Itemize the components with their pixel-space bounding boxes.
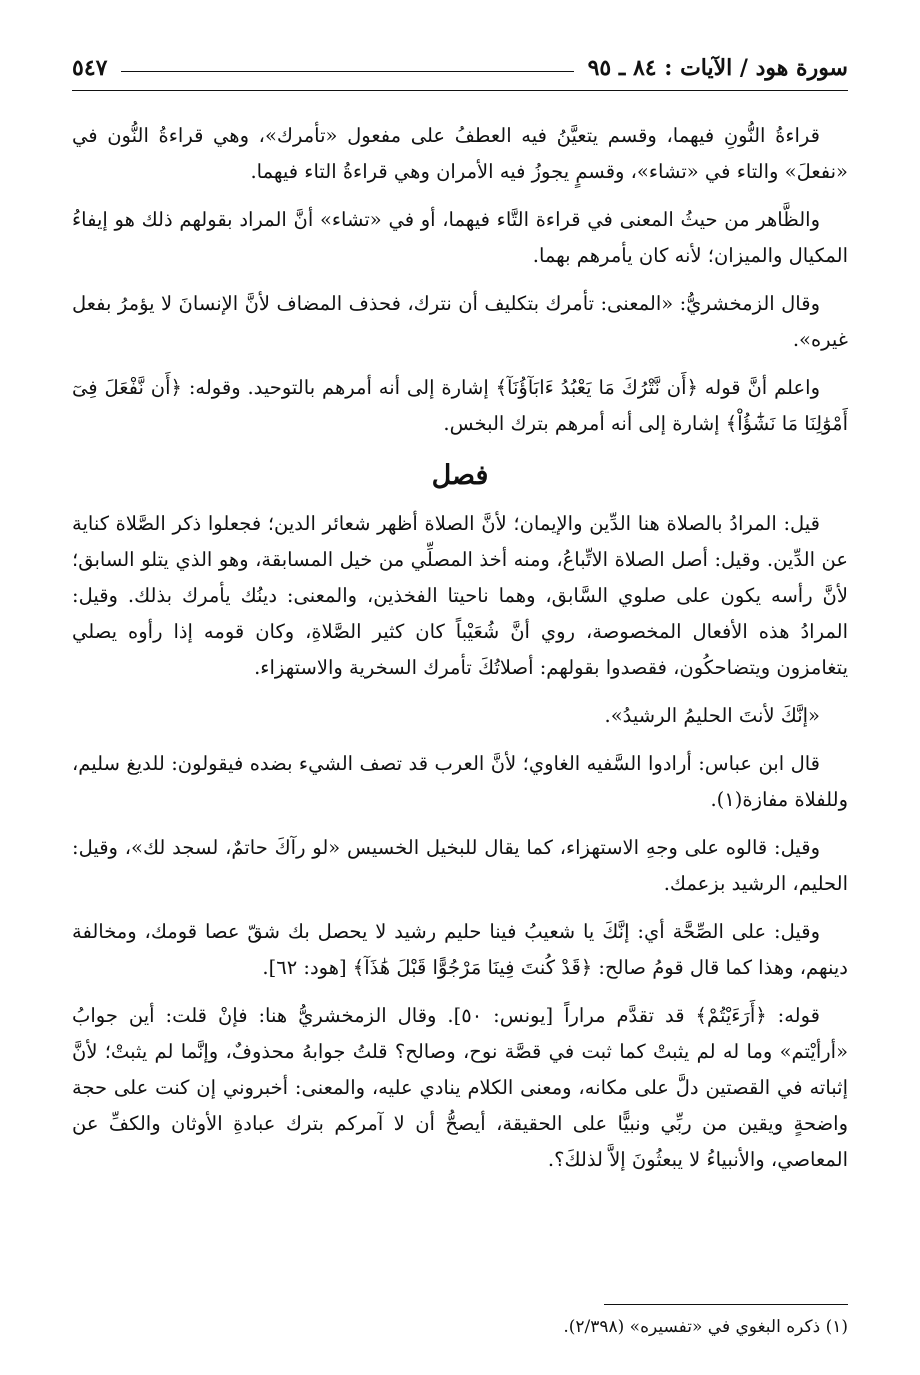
paragraph: وقيل: قالوه على وجهِ الاستهزاء، كما يقال للبخيل الخسيس «لو رآكَ حاتمٌ، لسجد لك»، وقيل: الحليم، الرشيد بزعمك. bbox=[72, 836, 848, 895]
footnote: (١) ذكره البغوي في «تفسيره» (٢/٣٩٨). bbox=[563, 1317, 848, 1337]
page-number: ٥٤٧ bbox=[72, 55, 108, 81]
paragraph: وقال الزمخشريُّ: «المعنى: تأمرك بتكليف أن نترك، فحذف المضاف لأنَّ الإنسانَ لا يؤمرُ بفعل غيره». bbox=[72, 292, 848, 351]
footnote-rule bbox=[604, 1304, 848, 1305]
paragraph: «إنَّكَ لأنتَ الحليمُ الرشيدُ». bbox=[604, 704, 820, 727]
section-heading: فصل bbox=[431, 460, 489, 491]
header-rule bbox=[72, 90, 848, 91]
main-text bbox=[72, 118, 848, 1190]
paragraph: قيل: المرادُ بالصلاة هنا الدِّين والإيمان؛ لأنَّ الصلاة أظهر شعائر الدين؛ فجعلوا ذكر الصَّلاة كناية عن الدِّين. وقيل: أصل الصلاة الاتِّباعُ، ومنه أخذ المصلِّي من خيل المسابقة، وهو الذي يتلو السابق؛ لأنَّ رأسه يكون على صلوي السَّابق، وهما ناحيتا الفخذين، والمعنى: دينُك يأمرك بذلك. وقيل: المرادُ هذه الأفعال المخصوصة، روي أنَّ شُعَيْباً كان كثير الصَّلاةِ، وكان قومه إذا رأوه يصلي يتغامزون ويتضاحكُون، فقصدوا بقولهم: أصلاتُكَ تأمرك السخرية والاستهزاء. bbox=[72, 512, 848, 679]
running-header bbox=[72, 48, 848, 88]
paragraph: قوله: ﴿أَرَءَيْتُمْ﴾ قد تقدَّم مراراً [يونس: ٥٠]. وقال الزمخشريُّ هنا: فإنْ قلت: أين جوابُ «أرأيْتم» وما له لم يثبتْ كما ثبت في قصَّة نوح، وصالح؟ قلتُ جوابهُ محذوفٌ، وإنَّما لم يثبتْ؛ لأنَّ إثباته في القصتين دلَّ على مكانه، ومعنى الكلام ينادي عليه، والمعنى: أخبروني إن كنت على حجة واضحةٍ ويقين من ربِّي ونبيًّا على الحقيقة، أيصحُّ أن لا آمركم بترك عبادةِ الأوثان والكفِّ عن المعاصي، والأنبياءُ لا يبعثُونَ إلاَّ لذلكَ؟. bbox=[72, 1004, 848, 1171]
header-leader-line bbox=[121, 71, 573, 72]
paragraph: واعلم أنَّ قوله ﴿أَن نَّتْرُكَ مَا يَعْبُدُ ءَابَآؤُنَآ﴾ إشارة إلى أنه أمرهم بالتوحيد. وقوله: ﴿أَن نَّفْعَلَ فِىٓ أَمْوَٰلِنَا مَا نَشَٰٓؤُاْ﴾ إشارة إلى أنه أمرهم بترك البخس. bbox=[72, 376, 848, 435]
paragraph: والظَّاهر من حيثُ المعنى في قراءة التَّاء فيهما، أو في «تشاء» أنَّ المراد بقولهم ذلك هو إيفاءُ المكيال والميزان؛ لأنه كان يأمرهم بهما. bbox=[72, 208, 848, 267]
header-title: سورة هود / الآيات : ٨٤ ـ ٩٥ bbox=[587, 55, 848, 81]
paragraph: قال ابن عباس: أرادوا السَّفيه الغاوي؛ لأنَّ العرب قد تصف الشيء بضده فيقولون: للديغ سليم، وللفلاة مفازة(١). bbox=[72, 752, 848, 811]
paragraph: قراءةُ النُّونِ فيهما، وقسم يتعيَّنُ فيه العطفُ على مفعول «تأمرك»، وهي قراءةُ النُّون في «نفعلَ» والتاء في «تشاء»، وقسمٍ يجوزُ فيه الأمران وهي قراءةُ التاء فيهما. bbox=[72, 124, 848, 183]
paragraph: وقيل: على الصِّحَّة أي: إنَّكَ يا شعيبُ فينا حليم رشيد لا يحصل بك شقّ عصا قومك، ومخالفة دينهم، وهذا كما قال قومُ صالح: ﴿قَدْ كُنتَ فِينَا مَرْجُوًّا قَبْلَ هَٰذَآ﴾ [هود: ٦٢]. bbox=[72, 920, 848, 979]
